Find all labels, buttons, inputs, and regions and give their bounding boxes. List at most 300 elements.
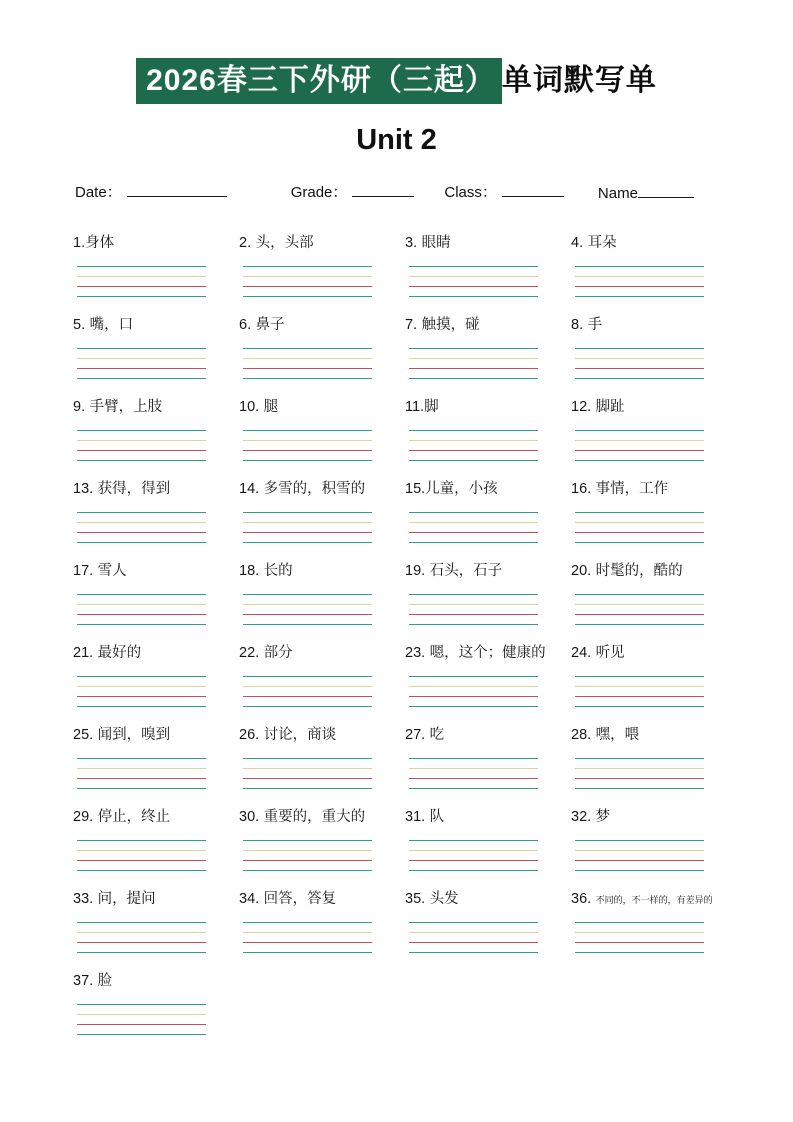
word-number: 23.: [405, 645, 426, 661]
class-label: Class：: [444, 184, 497, 201]
word-number: 22.: [239, 645, 260, 661]
word-label: [405, 480, 571, 499]
word-number: 11.: [405, 399, 425, 415]
word-number: 30.: [239, 809, 260, 825]
word-label: [239, 398, 405, 417]
writing-line: [409, 368, 538, 369]
word-label: [73, 644, 239, 663]
word-item: [405, 890, 571, 953]
title-rest: 单词默写单: [501, 64, 657, 97]
writing-lines: [77, 1004, 206, 1035]
writing-line: [409, 676, 538, 677]
writing-line: [575, 542, 704, 543]
writing-line: [409, 942, 538, 943]
grade-label: Grade：: [290, 184, 348, 201]
writing-lines: [575, 758, 704, 789]
writing-line: [243, 604, 372, 605]
word-label: [239, 726, 405, 745]
writing-line: [409, 624, 538, 625]
word-number: 35.: [405, 891, 426, 907]
word-item: [571, 808, 737, 871]
word-item: [571, 316, 737, 379]
writing-lines: [409, 594, 538, 625]
word-label: [73, 562, 239, 581]
writing-lines: [243, 676, 372, 707]
writing-line: [575, 522, 704, 523]
word-number: 2.: [239, 235, 252, 251]
word-item: [239, 316, 405, 379]
writing-line: [77, 378, 206, 379]
word-text: 部分: [263, 645, 293, 661]
writing-line: [243, 522, 372, 523]
writing-line: [243, 512, 372, 513]
writing-line: [575, 952, 704, 953]
writing-line: [575, 758, 704, 759]
word-label: [73, 890, 239, 909]
word-label: [571, 890, 737, 909]
word-text: 时髦的，酷的: [595, 563, 683, 579]
writing-line: [243, 532, 372, 533]
writing-lines: [409, 348, 538, 379]
word-number: 37.: [73, 973, 94, 989]
word-number: 32.: [571, 809, 592, 825]
writing-line: [77, 788, 206, 789]
word-number: 36.: [571, 891, 592, 907]
writing-line: [575, 348, 704, 349]
word-text: 长的: [263, 563, 293, 579]
writing-line: [409, 850, 538, 851]
writing-line: [77, 870, 206, 871]
writing-line: [575, 276, 704, 277]
writing-line: [243, 758, 372, 759]
writing-line: [243, 870, 372, 871]
writing-line: [409, 430, 538, 431]
writing-line: [409, 440, 538, 441]
writing-lines: [575, 676, 704, 707]
writing-line: [409, 594, 538, 595]
writing-lines: [77, 676, 206, 707]
writing-lines: [77, 430, 206, 461]
writing-line: [243, 624, 372, 625]
word-item: [73, 398, 239, 461]
writing-line: [243, 952, 372, 953]
writing-line: [409, 460, 538, 461]
writing-lines: [575, 512, 704, 543]
word-number: 4.: [571, 235, 584, 251]
info-row: [75, 181, 793, 202]
word-label: [571, 562, 737, 581]
word-number: 27.: [405, 727, 426, 743]
writing-line: [409, 778, 538, 779]
writing-line: [77, 624, 206, 625]
writing-line: [243, 850, 372, 851]
word-item: [239, 234, 405, 297]
word-text: 鼻子: [255, 317, 285, 333]
name-label: Name: [597, 185, 638, 202]
word-label: [571, 234, 737, 253]
writing-line: [409, 522, 538, 523]
writing-line: [575, 768, 704, 769]
writing-line: [243, 788, 372, 789]
writing-line: [243, 296, 372, 297]
word-item: [239, 398, 405, 461]
word-label: [405, 726, 571, 745]
writing-line: [575, 450, 704, 451]
writing-line: [575, 686, 704, 687]
word-number: 18.: [239, 563, 260, 579]
word-label: [73, 972, 239, 991]
word-number: 12.: [571, 399, 592, 415]
writing-line: [575, 850, 704, 851]
writing-line: [575, 358, 704, 359]
writing-line: [243, 348, 372, 349]
writing-line: [575, 286, 704, 287]
word-text: 最好的: [97, 645, 142, 661]
writing-line: [77, 522, 206, 523]
writing-line: [575, 378, 704, 379]
word-label: [571, 398, 737, 417]
writing-line: [575, 778, 704, 779]
writing-lines: [409, 512, 538, 543]
writing-line: [575, 932, 704, 933]
writing-line: [77, 614, 206, 615]
word-number: 20.: [571, 563, 592, 579]
word-text: 手: [587, 317, 603, 333]
word-number: 10.: [239, 399, 260, 415]
writing-line: [243, 922, 372, 923]
word-text: 儿童，小孩: [425, 481, 498, 497]
word-label: [571, 316, 737, 335]
writing-line: [77, 460, 206, 461]
word-item: [571, 398, 737, 461]
word-number: 24.: [571, 645, 592, 661]
writing-line: [575, 676, 704, 677]
writing-lines: [575, 594, 704, 625]
writing-line: [77, 676, 206, 677]
word-item: [73, 726, 239, 789]
word-number: 9.: [73, 399, 86, 415]
word-item: [405, 316, 571, 379]
writing-line: [243, 614, 372, 615]
writing-line: [575, 788, 704, 789]
writing-lines: [575, 430, 704, 461]
writing-line: [575, 870, 704, 871]
word-text: 闻到，嗅到: [97, 727, 171, 743]
word-item: [571, 644, 737, 707]
word-label: [239, 890, 405, 909]
unit-title: Unit 2: [356, 124, 437, 156]
word-item: [405, 234, 571, 297]
writing-line: [575, 840, 704, 841]
date-label: Date：: [75, 184, 122, 201]
writing-line: [77, 440, 206, 441]
word-label: [405, 562, 571, 581]
writing-line: [409, 696, 538, 697]
writing-line: [77, 952, 206, 953]
word-label: [405, 808, 571, 827]
word-text: 吃: [429, 727, 445, 743]
writing-line: [243, 460, 372, 461]
word-item: [73, 562, 239, 625]
writing-line: [575, 460, 704, 461]
writing-lines: [575, 266, 704, 297]
word-text: 头发: [429, 891, 459, 907]
writing-line: [243, 860, 372, 861]
writing-line: [575, 368, 704, 369]
word-number: 28.: [571, 727, 592, 743]
writing-line: [77, 1024, 206, 1025]
writing-line: [575, 604, 704, 605]
writing-line: [409, 870, 538, 871]
word-text: 重要的，重大的: [263, 809, 366, 825]
word-text: 眼睛: [421, 235, 451, 251]
writing-line: [409, 276, 538, 277]
writing-lines: [77, 922, 206, 953]
word-label: [405, 234, 571, 253]
writing-line: [77, 532, 206, 533]
writing-line: [77, 706, 206, 707]
word-number: 16.: [571, 481, 592, 497]
writing-line: [409, 758, 538, 759]
page-header: [0, 0, 793, 104]
word-text: 石头，石子: [429, 563, 503, 579]
word-item: [73, 972, 239, 1035]
writing-lines: [575, 348, 704, 379]
writing-line: [243, 778, 372, 779]
word-label: [73, 480, 239, 499]
word-label: [73, 234, 239, 253]
word-item: [571, 562, 737, 625]
writing-line: [77, 1014, 206, 1015]
writing-line: [243, 696, 372, 697]
word-text: 脸: [97, 973, 113, 989]
writing-lines: [77, 348, 206, 379]
word-item: [239, 480, 405, 543]
word-text: 停止，终止: [97, 809, 171, 825]
word-item: [73, 808, 239, 871]
writing-line: [243, 430, 372, 431]
word-text: 头，头部: [255, 235, 314, 251]
word-text: 脚: [424, 399, 439, 415]
date-blank: [127, 181, 227, 197]
word-number: 25.: [73, 727, 94, 743]
class-blank: [502, 181, 564, 197]
writing-lines: [243, 594, 372, 625]
writing-line: [575, 594, 704, 595]
writing-lines: [77, 512, 206, 543]
writing-line: [77, 932, 206, 933]
word-label: [239, 808, 405, 827]
word-number: 17.: [73, 563, 94, 579]
writing-line: [77, 686, 206, 687]
writing-line: [409, 840, 538, 841]
writing-line: [409, 932, 538, 933]
writing-line: [575, 706, 704, 707]
writing-lines: [409, 922, 538, 953]
word-number: 19.: [405, 563, 426, 579]
writing-line: [77, 286, 206, 287]
writing-line: [77, 368, 206, 369]
grade-blank: [352, 181, 414, 197]
writing-line: [409, 768, 538, 769]
writing-line: [575, 532, 704, 533]
writing-lines: [77, 266, 206, 297]
word-text: 听见: [595, 645, 625, 661]
writing-line: [575, 624, 704, 625]
writing-line: [243, 276, 372, 277]
word-label: [73, 726, 239, 745]
writing-line: [77, 840, 206, 841]
word-text: 多雪的，积雪的: [263, 481, 366, 497]
word-label: [405, 890, 571, 909]
word-text: 耳朵: [587, 235, 617, 251]
word-text: 嗯，这个；健康的: [429, 645, 546, 661]
writing-lines: [575, 922, 704, 953]
word-item: [239, 644, 405, 707]
word-item: [571, 480, 737, 543]
writing-line: [409, 266, 538, 267]
writing-line: [77, 542, 206, 543]
word-number: 3.: [405, 235, 418, 251]
writing-line: [575, 860, 704, 861]
writing-line: [77, 594, 206, 595]
word-text: 嘴，口: [89, 317, 134, 333]
writing-lines: [409, 676, 538, 707]
word-grid: [73, 234, 793, 1035]
word-label: [571, 808, 737, 827]
writing-line: [77, 348, 206, 349]
word-label: [571, 644, 737, 663]
info-class: [444, 181, 564, 202]
writing-line: [77, 276, 206, 277]
word-item: [405, 726, 571, 789]
word-label: [239, 480, 405, 499]
writing-lines: [409, 430, 538, 461]
word-text: 获得，得到: [97, 481, 171, 497]
word-text: 手臂，上肢: [89, 399, 163, 415]
word-number: 21.: [73, 645, 94, 661]
word-text: 腿: [263, 399, 279, 415]
writing-line: [575, 440, 704, 441]
writing-line: [409, 922, 538, 923]
writing-line: [409, 358, 538, 359]
word-text: 身体: [85, 235, 115, 251]
word-number: 7.: [405, 317, 418, 333]
word-number: 1.: [73, 235, 86, 251]
writing-line: [243, 266, 372, 267]
writing-line: [77, 758, 206, 759]
writing-line: [409, 542, 538, 543]
writing-line: [77, 266, 206, 267]
word-text: 触摸，碰: [421, 317, 480, 333]
word-number: 5.: [73, 317, 86, 333]
word-label: [239, 316, 405, 335]
writing-line: [575, 922, 704, 923]
writing-line: [409, 686, 538, 687]
writing-line: [575, 296, 704, 297]
word-number: 33.: [73, 891, 94, 907]
writing-line: [409, 788, 538, 789]
writing-lines: [243, 512, 372, 543]
word-item: [239, 808, 405, 871]
word-item: [405, 644, 571, 707]
writing-lines: [243, 840, 372, 871]
writing-line: [77, 768, 206, 769]
writing-lines: [409, 266, 538, 297]
writing-line: [243, 840, 372, 841]
writing-line: [243, 450, 372, 451]
word-item: [239, 890, 405, 953]
writing-line: [243, 286, 372, 287]
writing-lines: [575, 840, 704, 871]
writing-lines: [243, 266, 372, 297]
word-text: 讨论，商谈: [263, 727, 337, 743]
writing-line: [409, 512, 538, 513]
word-label: [405, 316, 571, 335]
writing-line: [409, 532, 538, 533]
word-label: [571, 726, 737, 745]
word-item: [239, 726, 405, 789]
writing-lines: [243, 758, 372, 789]
writing-lines: [77, 758, 206, 789]
word-text: 雪人: [97, 563, 127, 579]
word-label: [73, 316, 239, 335]
writing-line: [77, 296, 206, 297]
writing-line: [575, 512, 704, 513]
word-text: 不同的，不一样的，有差异的: [595, 895, 713, 905]
writing-line: [575, 696, 704, 697]
title-highlight: 2026春三下外研（三起）: [136, 58, 502, 104]
writing-line: [575, 942, 704, 943]
writing-line: [243, 706, 372, 707]
writing-line: [409, 860, 538, 861]
word-item: [73, 890, 239, 953]
word-item: [239, 562, 405, 625]
writing-line: [409, 296, 538, 297]
writing-line: [243, 676, 372, 677]
word-item: [73, 480, 239, 543]
writing-line: [409, 348, 538, 349]
writing-lines: [409, 758, 538, 789]
word-text: 脚趾: [595, 399, 625, 415]
word-number: 15.: [405, 481, 426, 497]
word-number: 34.: [239, 891, 260, 907]
word-label: [405, 644, 571, 663]
word-label: [239, 234, 405, 253]
word-number: 31.: [405, 809, 426, 825]
word-item: [405, 480, 571, 543]
writing-line: [243, 942, 372, 943]
writing-line: [77, 696, 206, 697]
writing-line: [77, 358, 206, 359]
writing-line: [409, 706, 538, 707]
info-grade: [291, 181, 415, 202]
writing-line: [243, 368, 372, 369]
writing-line: [409, 378, 538, 379]
word-number: 13.: [73, 481, 94, 497]
writing-line: [575, 266, 704, 267]
writing-line: [409, 450, 538, 451]
writing-line: [77, 778, 206, 779]
writing-line: [243, 378, 372, 379]
word-number: 26.: [239, 727, 260, 743]
word-text: 队: [429, 809, 445, 825]
info-date: [75, 181, 227, 202]
writing-line: [77, 942, 206, 943]
writing-line: [243, 686, 372, 687]
writing-line: [77, 450, 206, 451]
word-label: [239, 562, 405, 581]
